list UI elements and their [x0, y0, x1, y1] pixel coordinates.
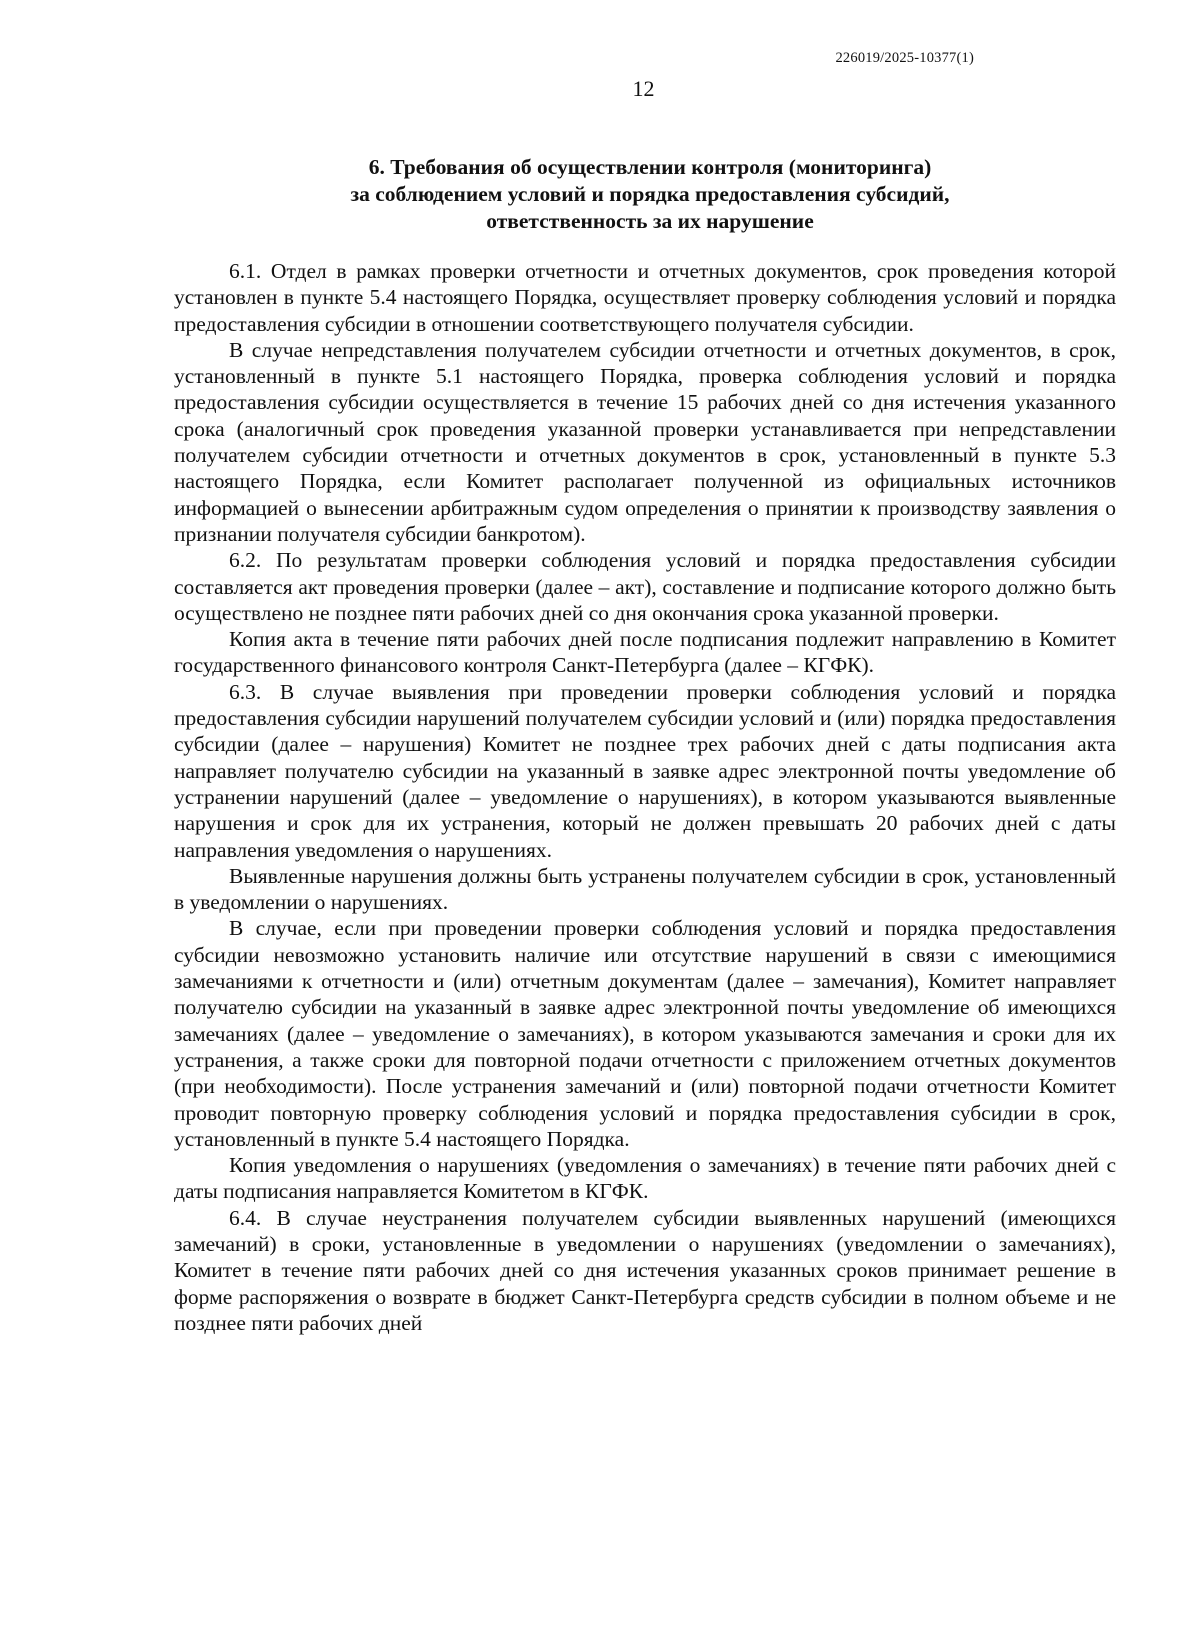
page-number: 12 — [632, 76, 655, 101]
paragraph-6-2: 6.2. По результатам проверки соблюдения условий и порядка предоставления субсидии составляется акт проведения проверки (далее – акт), составление и подписание которого должно быть осуществлено не позднее пяти рабочих дней со дня окончания срока указанной проверки. — [174, 548, 1116, 625]
paragraph-6-3-remarks: В случае, если при проведении проверки соблюдения условий и порядка предоставления субсидии невозможно установить наличие или отсутствие нарушений в связи с имеющимися замечаниями к отчетности и (или) отчетным документам (далее – замечания), Комитет направляет получателю субсидии на указанный в заявке адрес электронной почты уведомление об имеющихся замечаниях (далее – уведомление о замечаниях), в котором указываются замечания и сроки для их устранения, а также сроки для повторной подачи отчетности с приложением отчетных документов (при необходимости). После устранения замечаний и (или) повторной подачи отчетности Комитет проводит повторную проверку соблюдения условий и порядка предоставления субсидии в срок, установленный в пункте 5.4 настоящего Порядка. — [174, 916, 1116, 1151]
section-title — [200, 154, 1100, 235]
section-title-line-3: ответственность за их нарушение — [486, 209, 814, 233]
paragraph-6-3: 6.3. В случае выявления при проведении проверки соблюдения условий и порядка предоставления субсидии нарушений получателем субсидии условий и (или) порядка предоставления субсидии (далее – нарушения) Комитет не позднее трех рабочих дней с даты подписания акта направляет получателю субсидии на указанный в заявке адрес электронной почты уведомление об устранении нарушений (далее – уведомление о нарушениях), в котором указываются выявленные нарушения и срок для их устранения, который не должен превышать 20 рабочих дней с даты направления уведомления о нарушениях. — [174, 679, 1116, 862]
document-registration-number: 226019/2025-10377(1) — [835, 50, 974, 66]
paragraph-6-3-notice-copy: Копия уведомления о нарушениях (уведомления о замечаниях) в течение пяти рабочих дней с даты подписания направляется Комитетом в КГФК. — [174, 1153, 1116, 1204]
paragraph-6-3-violations-fixed: Выявленные нарушения должны быть устранены получателем субсидии в срок, установленный в уведомлении о нарушениях. — [174, 863, 1116, 915]
section-title-line-2: за соблюдением условий и порядка предоставления субсидий, — [350, 182, 950, 206]
document-body — [174, 258, 1116, 1336]
paragraph-6-4: 6.4. В случае неустранения получателем субсидии выявленных нарушений (имеющихся замечаний) в сроки, установленные в уведомлении о нарушениях (уведомлении о замечаниях), Комитет в течение пяти рабочих дней со дня истечения указанных сроков принимает решение в форме распоряжения о возврате в бюджет Санкт-Петербурга средств субсидии в полном объеме и не позднее пяти рабочих дней — [174, 1205, 1116, 1335]
paragraph-6-2-act-copy: Копия акта в течение пяти рабочих дней после подписания подлежит направлению в Комитет государственного финансового контроля Санкт-Петербурга (далее – КГФК). — [174, 627, 1116, 678]
paragraph-6-1: 6.1. Отдел в рамках проверки отчетности и отчетных документов, срок проведения которой установлен в пункте 5.4 настоящего Порядка, осуществляет проверку соблюдения условий и порядка предоставления субсидии в отношении соответствующего получателя субсидии. — [174, 259, 1116, 336]
section-title-line-1: 6. Требования об осуществлении контроля (мониторинга) — [368, 155, 932, 179]
paragraph-6-1-non-submission: В случае непредставления получателем субсидии отчетности и отчетных документов, в срок, установленный в пункте 5.1 настоящего Порядка, проверка соблюдения условий и порядка предоставления субсидии осуществляется в течение 15 рабочих дней со дня истечения указанного срока (аналогичный срок проведения указанной проверки устанавливается при непредставлении получателем субсидии отчетности и отчетных документов в срок, установленный в пункте 5.3 настоящего Порядка, если Комитет располагает полученной из официальных источников информацией о вынесении арбитражным судом определения о принятии к производству заявления о признании получателя субсидии банкротом). — [174, 337, 1116, 546]
